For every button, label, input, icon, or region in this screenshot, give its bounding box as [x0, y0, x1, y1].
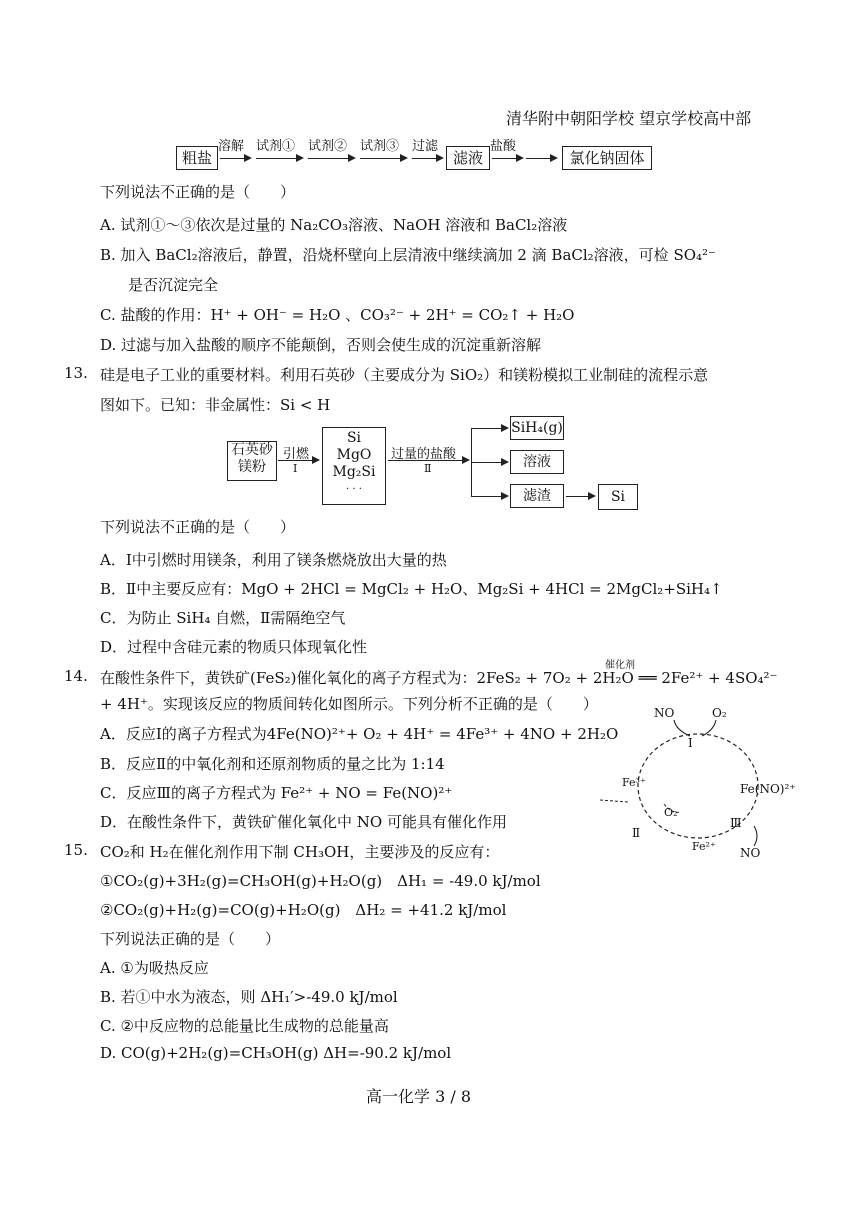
flow-box-filtrate: 滤液: [446, 146, 490, 170]
q14-label-r2: Ⅱ: [632, 826, 641, 840]
q14-label-fe2: Fe²⁺: [692, 840, 716, 853]
q13-option-c: C．为防止 SiH₄ 自燃，Ⅱ需隔绝空气: [100, 609, 346, 627]
q15-stem: CO₂和 H₂在催化剂作用下制 CH₃OH，主要涉及的反应有：: [100, 843, 500, 861]
q14-label-feno: Fe(NO)²⁺: [740, 782, 796, 796]
q13-arrow-final: [566, 496, 594, 497]
q14-option-d: D．在酸性条件下，黄铁矿催化氧化中 NO 可能具有催化作用: [100, 813, 507, 831]
q14-catalyst-label: 催化剂: [605, 660, 635, 671]
q14-no-in-arrow: [754, 826, 757, 846]
q13-number: 13.: [64, 364, 88, 382]
q12-option-b-line1: B. 加入 BaCl₂溶液后，静置，沿烧杯壁向上层清液中继续滴加 2 滴 BaCl₂溶液，可检 SO₄²⁻: [100, 246, 716, 264]
q14-option-a: A．反应Ⅰ的离子方程式为4Fe(NO)²⁺+ O₂ + 4H⁺ = 4Fe³⁺ + 4NO + 2H₂O: [100, 725, 619, 743]
q13-box-raw-line2: 镁粉: [238, 458, 266, 475]
q14-label-o2-mid: O₂: [664, 806, 678, 819]
flow-arrow-6: [492, 158, 522, 159]
flow-arrow-7: [526, 158, 556, 159]
q13-arrow-out2: [471, 462, 507, 463]
q13-stem-line3: 下列说法不正确的是（ ）: [100, 518, 296, 536]
q13-out-residue: 滤渣: [510, 484, 564, 508]
q15-reaction-1: ①CO₂(g)+3H₂(g)=CH₃OH(g)+H₂O(g) ΔH₁ = -49.0 kJ/mol: [100, 872, 541, 890]
q13-stem-line2: 图如下。已知：非金属性：Si < H: [100, 396, 331, 414]
q13-arrow-2-label: 过量的盐酸: [391, 447, 457, 462]
page-footer: 高一化学 3 / 8: [366, 1087, 472, 1106]
flow-arrow-3: [308, 158, 354, 159]
flow-arrow-5: [412, 158, 442, 159]
q14-label-no-bottom: NO: [740, 846, 761, 860]
q13-box-mid: [322, 427, 386, 505]
flow-step-reagent1: 试剂①: [256, 139, 296, 154]
q13-box-raw: [227, 441, 277, 481]
q14-label-r3: Ⅲ: [730, 816, 742, 830]
q12-option-a: A. 试剂①～③依次是过量的 Na₂CO₃溶液、NaOH 溶液和 BaCl₂溶液: [100, 216, 568, 234]
q15-option-a: A. ①为吸热反应: [100, 959, 209, 977]
q13-mid-mgo: MgO: [336, 447, 372, 463]
flow-step-filter: 过滤: [412, 139, 439, 154]
q14-number: 14.: [64, 667, 88, 685]
q15-reaction-2: ②CO₂(g)+H₂(g)=CO(g)+H₂O(g) ΔH₂ = +41.2 kJ/mol: [100, 901, 507, 919]
q13-option-b: B．Ⅱ中主要反应有：MgO + 2HCl = MgCl₂ + H₂O、Mg₂Si + 4HCl = 2MgCl₂+SiH₄↑: [100, 580, 723, 598]
q13-mid-etc: · · ·: [346, 484, 362, 495]
q14-stem-line1: 在酸性条件下，黄铁矿(FeS₂)催化氧化的离子方程式为：2FeS₂ + 7O₂ + 2H₂O ══ 2Fe²⁺ + 4SO₄²⁻: [100, 669, 778, 687]
q14-o2-in-arrow: [702, 720, 716, 736]
q14-label-o2: O₂: [712, 706, 727, 720]
q13-arrow-1-num: Ⅰ: [293, 462, 298, 475]
q12-option-d: D. 过滤与加入盐酸的顺序不能颠倒，否则会使生成的沉淀重新溶解: [100, 336, 542, 354]
flow-step-dissolve: 溶解: [218, 139, 245, 154]
q14-label-fe3: Fe³⁺: [622, 776, 646, 789]
q13-final-si: Si: [598, 484, 638, 510]
flow-box-crude-salt: 粗盐: [176, 146, 218, 170]
flow-arrow-4: [360, 158, 406, 159]
flow-arrow-1: [220, 158, 250, 159]
q15-option-b: B. 若①中水为液态，则 ΔH₁′>-49.0 kJ/mol: [100, 988, 398, 1006]
q13-mid-mg2si: Mg₂Si: [332, 464, 376, 480]
q12-option-c: C. 盐酸的作用：H⁺ + OH⁻ = H₂O 、CO₃²⁻ + 2H⁺ = CO₂↑ + H₂O: [100, 306, 575, 324]
q14-side-dash: [600, 800, 628, 802]
q14-option-c: C．反应Ⅲ的离子方程式为 Fe²⁺ + NO = Fe(NO)²⁺: [100, 784, 453, 802]
q13-option-d: D．过程中含硅元素的物质只体现氧化性: [100, 638, 368, 656]
q14-label-r1: Ⅰ: [688, 736, 693, 750]
q15-option-d: D. CO(g)+2H₂(g)=CH₃OH(g) ΔH=-90.2 kJ/mol: [100, 1044, 452, 1062]
q14-option-b: B．反应Ⅱ的中氧化剂和还原剂物质的量之比为 1:14: [100, 755, 445, 773]
flow-arrow-2: [256, 158, 302, 159]
flow-step-reagent3: 试剂③: [360, 139, 400, 154]
flow-step-hcl: 盐酸: [490, 139, 517, 154]
q14-stem-line2: + 4H⁺。实现该反应的物质间转化如图所示。下列分析不正确的是（ ）: [100, 695, 598, 713]
q13-stem-line1: 硅是电子工业的重要材料。利用石英砂（主要成分为 SiO₂）和镁粉模拟工业制硅的流程示意: [100, 366, 709, 384]
q14-no-out-arrow: [674, 720, 690, 736]
q13-out-solution: 溶液: [510, 450, 564, 474]
q13-arrow-out3: [471, 496, 507, 497]
q13-arrow-out1: [471, 428, 507, 429]
school-header: 清华附中朝阳学校 望京学校高中部: [506, 109, 752, 128]
q13-box-raw-line1: 石英砂: [231, 442, 273, 458]
q12-option-b-line2: 是否沉淀完全: [128, 276, 219, 294]
q12-stem: 下列说法不正确的是（ ）: [100, 183, 296, 201]
q13-out-sih4: SiH₄(g): [510, 416, 564, 440]
q13-arrow-2-num: Ⅱ: [424, 462, 432, 475]
q13-arrow-1-label: 引燃: [283, 447, 310, 462]
flow-box-nacl-solid: 氯化钠固体: [562, 146, 652, 170]
q15-number: 15.: [64, 841, 88, 859]
q14-label-no-top: NO: [654, 706, 675, 720]
flow-step-reagent2: 试剂②: [308, 139, 348, 154]
q15-option-c: C. ②中反应物的总能量比生成物的总能量高: [100, 1017, 389, 1035]
q15-stem-2: 下列说法正确的是（ ）: [100, 930, 281, 948]
q13-option-a: A．Ⅰ中引燃时用镁条，利用了镁条燃烧放出大量的热: [100, 551, 447, 569]
q13-mid-si: Si: [346, 430, 362, 446]
